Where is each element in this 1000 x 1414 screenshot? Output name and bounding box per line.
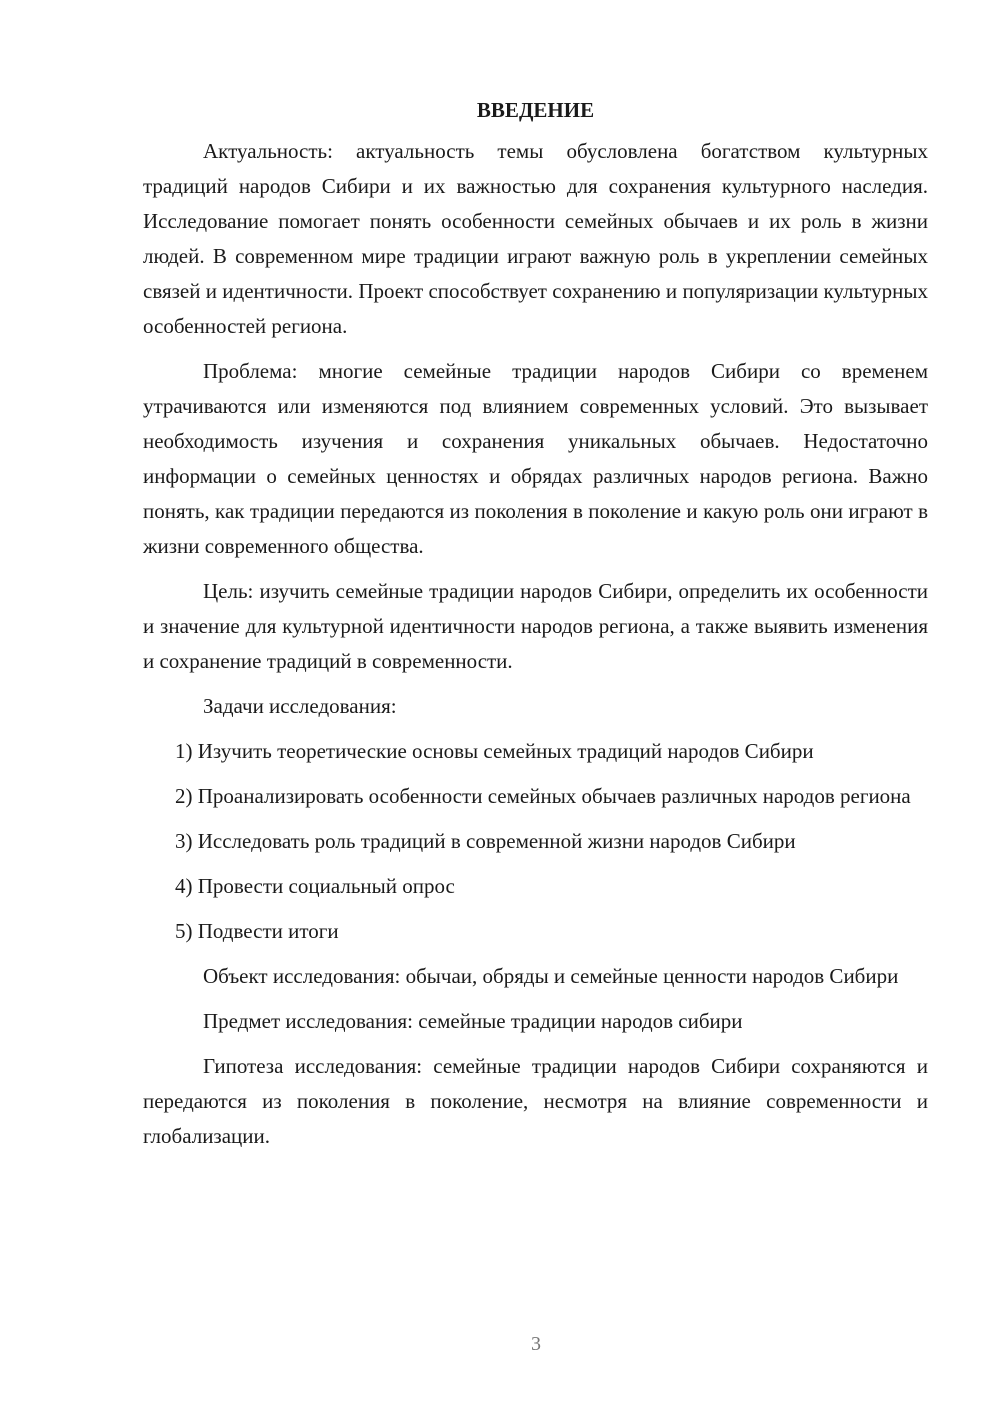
document-page [143,92,928,1164]
paragraph-problem: Проблема: многие семейные традиции народов Сибири со временем утрачиваются или изменяются под влиянием современных условий. Это вызывает необходимость изучения и сохранения уникальных обычаев. Недостаточно информации о семейных ценностях и обрядах различных народов региона. Важно понять, как традиции передаются из поколения в поколение и какую роль они играют в жизни современного общества. [143,359,928,558]
paragraph-subject: Предмет исследования: семейные традиции народов сибири [203,1009,743,1033]
task-item-3: 3) Исследовать роль традиций в современной жизни народов Сибири [175,829,796,853]
task-item-5: 5) Подвести итоги [175,919,339,943]
paragraph-goal: Цель: изучить семейные традиции народов Сибири, определить их особенности и значение для культурной идентичности народов региона, а также выявить изменения и сохранение традиций в современности. [143,579,928,673]
page-title: ВВЕДЕНИЕ [476,98,595,122]
page-number: 3 [531,1333,541,1355]
paragraph-tasks-heading: Задачи исследования: [203,694,397,718]
paragraph-object: Объект исследования: обычаи, обряды и семейные ценности народов Сибири [203,964,899,988]
task-item-2: 2) Проанализировать особенности семейных обычаев различных народов региона [175,784,911,808]
paragraph-hypothesis: Гипотеза исследования: семейные традиции народов Сибири сохраняются и передаются из поколения в поколение, несмотря на влияние современности и глобализации. [143,1054,928,1148]
task-item-4: 4) Провести социальный опрос [175,874,455,898]
task-item-1: 1) Изучить теоретические основы семейных традиций народов Сибири [175,739,814,763]
paragraph-relevance: Актуальность: актуальность темы обусловлена богатством культурных традиций народов Сибири и их важностью для сохранения культурного наследия. Исследование помогает понять особенности семейных обычаев и их роль в жизни людей. В современном мире традиции играют важную роль в укреплении семейных связей и идентичности. Проект способствует сохранению и популяризации культурных особенностей региона. [143,139,928,338]
